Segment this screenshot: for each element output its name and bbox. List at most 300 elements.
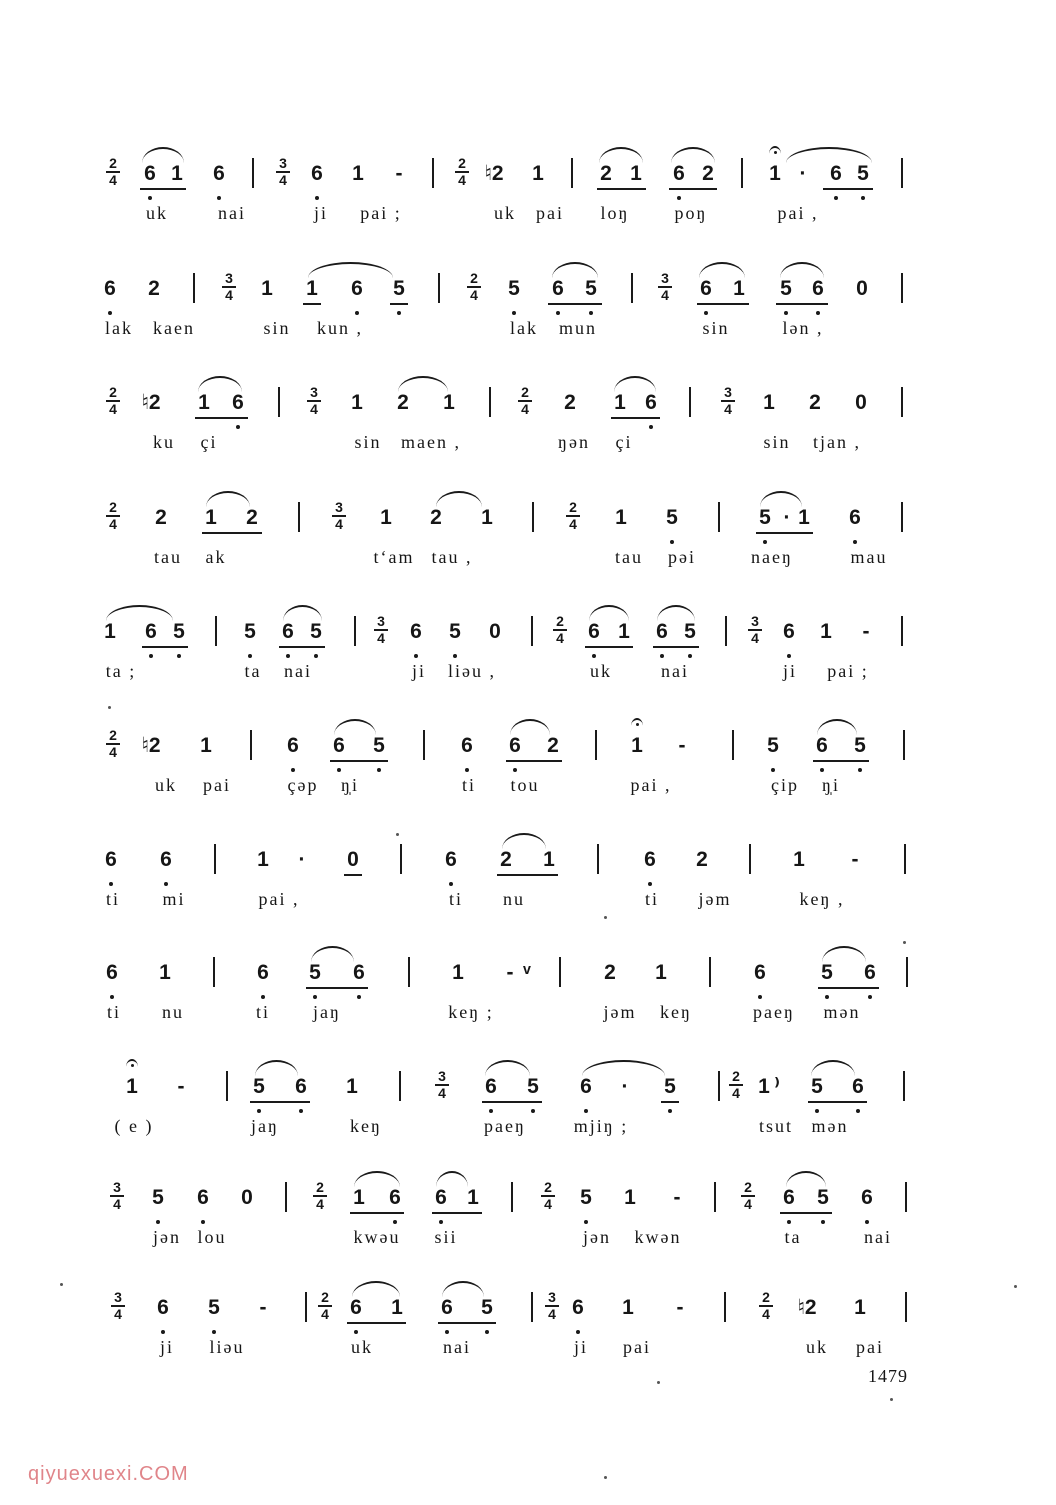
lyric-syllable: paeŋ	[484, 1116, 526, 1136]
note: 2	[604, 961, 616, 984]
note: 1	[126, 1075, 138, 1098]
note: 5	[244, 620, 256, 643]
lyric-syllable: nai	[443, 1337, 471, 1357]
notation-line	[0, 846, 1056, 876]
barline	[532, 502, 534, 532]
octave-dot-below	[161, 1330, 165, 1334]
lyric-syllable: jəm	[603, 1002, 637, 1022]
note: 6	[445, 848, 457, 871]
eighth-underline	[823, 188, 873, 190]
octave-dot-below	[816, 311, 820, 315]
note: 6	[157, 1296, 169, 1319]
octave-dot-below	[825, 995, 829, 999]
lyric-line	[0, 546, 1056, 576]
lyric-syllable: mən	[823, 1002, 861, 1022]
time-signature-denominator: 4	[321, 1306, 329, 1322]
time-signature-numerator: 2	[729, 1069, 743, 1086]
eighth-underline	[432, 1212, 482, 1214]
octave-dot-below	[763, 540, 767, 544]
time-signature-denominator: 4	[109, 744, 117, 760]
time-signature-denominator: 4	[438, 1085, 446, 1101]
time-signature-numerator: 3	[111, 1290, 125, 1307]
note: -	[395, 162, 403, 185]
note: 6	[410, 620, 422, 643]
time-signature-numerator: 3	[748, 614, 762, 631]
octave-dot-below	[397, 311, 401, 315]
note: 5	[580, 1186, 592, 1209]
lyric-syllable: ji	[313, 203, 329, 223]
lyric-syllable: çi	[615, 432, 633, 452]
note: 5	[152, 1186, 164, 1209]
note: ♮2	[797, 1296, 817, 1319]
note: 1	[352, 162, 364, 185]
eighth-underline	[330, 760, 388, 762]
note: 1	[200, 734, 212, 757]
lyric-syllable: kun ,	[317, 318, 363, 338]
octave-dot-below	[465, 768, 469, 772]
eighth-underline	[195, 417, 248, 419]
barline	[718, 502, 720, 532]
lyric-syllable: çəp	[287, 775, 319, 795]
time-signature-numerator: 2	[313, 1180, 327, 1197]
note: -	[676, 1296, 684, 1319]
lyric-syllable: poŋ	[674, 203, 708, 223]
lyric-syllable: uk	[146, 203, 168, 223]
time-signature	[435, 1069, 449, 1101]
note: 6	[812, 277, 824, 300]
time-signature	[332, 500, 346, 532]
barline	[714, 1182, 716, 1212]
time-signature-denominator: 4	[225, 287, 233, 303]
note: 5	[767, 734, 779, 757]
barline	[904, 844, 906, 874]
note: 1	[615, 506, 627, 529]
score-system	[0, 846, 1056, 956]
time-signature	[541, 1180, 555, 1212]
time-signature-numerator: 3	[222, 271, 236, 288]
barline	[571, 158, 573, 188]
time-signature-numerator: 3	[545, 1290, 559, 1307]
octave-dot-below	[314, 654, 318, 658]
note: 5	[854, 734, 866, 757]
note: 2	[155, 506, 167, 529]
time-signature-denominator: 4	[114, 1306, 122, 1322]
octave-dot-below	[393, 1220, 397, 1224]
notation-line	[0, 1179, 1056, 1214]
barline	[906, 957, 908, 987]
lyric-syllable: jən	[583, 1227, 611, 1247]
octave-dot-below	[110, 995, 114, 999]
octave-dot-below	[649, 425, 653, 429]
time-signature-numerator: 2	[106, 500, 120, 517]
note: 1	[104, 620, 116, 643]
note: 2	[696, 848, 708, 871]
note: 6	[754, 961, 766, 984]
lyric-syllable: keŋ ,	[799, 889, 845, 909]
scan-speck	[890, 1398, 893, 1401]
score-system	[0, 270, 1056, 385]
octave-dot-below	[313, 995, 317, 999]
note: 6	[852, 1075, 864, 1098]
octave-dot-below	[357, 995, 361, 999]
note: 1	[198, 391, 210, 414]
note: ·	[621, 1075, 629, 1098]
note: 6	[144, 162, 156, 185]
note: -	[851, 848, 859, 871]
note: 2	[500, 848, 512, 871]
lyric-syllable: ( e )	[114, 1116, 154, 1136]
barline	[438, 273, 440, 303]
octave-dot-below	[861, 196, 865, 200]
time-signature	[222, 271, 236, 303]
octave-dot-below	[815, 1109, 819, 1113]
time-signature-denominator: 4	[521, 401, 529, 417]
note: 5	[310, 620, 322, 643]
barline	[215, 616, 217, 646]
note: 6	[106, 961, 118, 984]
eighth-underline	[344, 874, 362, 876]
barline	[278, 387, 280, 417]
lyric-syllable: nai	[864, 1227, 892, 1247]
eighth-underline	[202, 532, 262, 534]
eighth-underline	[669, 188, 717, 190]
lyric-syllable: pai	[623, 1337, 651, 1357]
lyric-syllable: pai ,	[258, 889, 300, 909]
note: ·	[799, 162, 807, 185]
lyric-syllable: ji	[411, 661, 427, 681]
eighth-underline	[306, 987, 368, 989]
time-signature	[553, 614, 567, 646]
note: 6	[461, 734, 473, 757]
time-signature-denominator: 4	[556, 630, 564, 646]
octave-dot-below	[821, 1220, 825, 1224]
eighth-underline	[497, 874, 558, 876]
barline	[901, 273, 903, 303]
barline	[531, 616, 533, 646]
note: 6	[311, 162, 323, 185]
note: 2	[397, 391, 409, 414]
lyric-syllable: t‘am	[373, 547, 415, 567]
octave-dot-below	[453, 654, 457, 658]
eighth-underline	[482, 1101, 542, 1103]
barline	[214, 844, 216, 874]
note: ·	[298, 848, 306, 871]
note: 2	[148, 277, 160, 300]
note: 6	[485, 1075, 497, 1098]
lyric-syllable: ta	[244, 661, 262, 681]
octave-dot-below	[858, 768, 862, 772]
octave-dot-below	[576, 1330, 580, 1334]
lyric-syllable: tjan ,	[813, 432, 861, 452]
lyric-syllable: sin	[702, 318, 730, 338]
eighth-underline	[279, 646, 325, 648]
scan-speck	[604, 1476, 607, 1479]
time-signature-numerator: 3	[658, 271, 672, 288]
lyric-line	[0, 1336, 1056, 1366]
notation-line	[0, 727, 1056, 762]
eighth-underline	[813, 760, 869, 762]
note: 6	[509, 734, 521, 757]
note: 0	[855, 391, 867, 414]
score-system	[0, 613, 1056, 728]
note: 1	[820, 620, 832, 643]
time-signature	[566, 500, 580, 532]
lyric-syllable: lak	[105, 318, 133, 338]
lyric-syllable: ta ;	[105, 661, 137, 681]
time-signature	[455, 156, 469, 188]
note: 6	[351, 277, 363, 300]
time-signature	[374, 614, 388, 646]
note: 6	[783, 1186, 795, 1209]
note: 2	[600, 162, 612, 185]
time-signature	[106, 500, 120, 532]
time-signature	[658, 271, 672, 303]
time-signature-numerator: 2	[759, 1290, 773, 1307]
eighth-underline	[808, 1101, 867, 1103]
lyric-syllable: mjiŋ ;	[573, 1116, 629, 1136]
barline	[399, 1071, 401, 1101]
note: ♮2	[141, 734, 161, 757]
eighth-underline	[250, 1101, 310, 1103]
time-signature	[545, 1290, 559, 1322]
lyric-syllable: mun	[558, 318, 598, 338]
octave-dot-below	[853, 540, 857, 544]
barline	[226, 1071, 228, 1101]
time-signature-denominator: 4	[458, 172, 466, 188]
lyric-syllable: pai ;	[360, 203, 402, 223]
notation-line	[0, 1068, 1056, 1103]
note: 5	[664, 1075, 676, 1098]
note: 1	[481, 506, 493, 529]
barline	[709, 957, 711, 987]
barline	[432, 158, 434, 188]
note: 6	[160, 848, 172, 871]
lyric-line	[0, 774, 1056, 804]
note: 6	[145, 620, 157, 643]
eighth-underline	[697, 303, 749, 305]
time-signature-numerator: 2	[455, 156, 469, 173]
lyric-syllable: liəu	[209, 1337, 245, 1357]
note: 6	[588, 620, 600, 643]
lyric-syllable: ji	[782, 661, 798, 681]
note: 5	[759, 506, 771, 529]
time-signature-numerator: 3	[276, 156, 290, 173]
barline	[901, 387, 903, 417]
time-signature-denominator: 4	[732, 1085, 740, 1101]
eighth-underline	[142, 646, 188, 648]
note: 1	[306, 277, 318, 300]
lyric-syllable: ak	[205, 547, 227, 567]
barline	[559, 957, 561, 987]
time-signature-denominator: 4	[751, 630, 759, 646]
time-signature-numerator: 2	[741, 1180, 755, 1197]
notation-line	[0, 499, 1056, 534]
note: 1	[624, 1186, 636, 1209]
lyric-syllable: ti	[644, 889, 660, 909]
time-signature	[748, 614, 762, 646]
note: 6	[257, 961, 269, 984]
fermata-dot	[636, 723, 639, 726]
octave-dot-below	[856, 1109, 860, 1113]
note: 1	[532, 162, 544, 185]
lyric-syllable: ŋ̩i	[341, 775, 359, 795]
scan-speck	[604, 916, 607, 919]
lyric-syllable: uk	[351, 1337, 373, 1357]
lyric-syllable: pai ,	[777, 203, 819, 223]
lyric-syllable: jaŋ	[251, 1116, 279, 1136]
notation-line	[0, 270, 1056, 305]
octave-dot-below	[377, 768, 381, 772]
note: 0	[489, 620, 501, 643]
note: 6	[287, 734, 299, 757]
note: 1	[543, 848, 555, 871]
time-signature-numerator: 2	[541, 1180, 555, 1197]
octave-dot-below	[236, 425, 240, 429]
time-signature-numerator: 3	[110, 1180, 124, 1197]
barline	[511, 1182, 513, 1212]
octave-dot-below	[286, 654, 290, 658]
note: -	[259, 1296, 267, 1319]
notation-line	[0, 1289, 1056, 1324]
note: 6	[816, 734, 828, 757]
time-signature-denominator: 4	[279, 172, 287, 188]
note: 1	[353, 1186, 365, 1209]
note: 1	[443, 391, 455, 414]
note: 5	[666, 506, 678, 529]
lyric-syllable: kwən	[634, 1227, 682, 1247]
note: 6	[441, 1296, 453, 1319]
note: 6	[864, 961, 876, 984]
lyric-syllable: pəi	[668, 547, 696, 567]
note: -	[673, 1186, 681, 1209]
octave-dot-below	[531, 1109, 535, 1113]
note: 1	[261, 277, 273, 300]
lyric-syllable: çi	[200, 432, 218, 452]
barline	[305, 1292, 307, 1322]
lyric-syllable: mən	[811, 1116, 849, 1136]
octave-dot-below	[868, 995, 872, 999]
octave-dot-below	[445, 1330, 449, 1334]
octave-dot-below	[177, 654, 181, 658]
note: 1	[631, 734, 643, 757]
lyric-line	[0, 1226, 1056, 1256]
lyric-syllable: keŋ	[350, 1116, 382, 1136]
note: 6	[783, 620, 795, 643]
barline	[285, 1182, 287, 1212]
barline	[905, 1182, 907, 1212]
octave-dot-below	[584, 1109, 588, 1113]
lyric-syllable: nai	[218, 203, 246, 223]
barline	[903, 730, 905, 760]
barline	[354, 616, 356, 646]
time-signature-numerator: 3	[435, 1069, 449, 1086]
note: 6	[861, 1186, 873, 1209]
octave-dot-below	[668, 1109, 672, 1113]
time-signature	[518, 385, 532, 417]
octave-dot-below	[556, 311, 560, 315]
time-signature-denominator: 4	[377, 630, 385, 646]
octave-dot-below	[109, 882, 113, 886]
note: 0	[856, 277, 868, 300]
eighth-underline	[303, 303, 321, 305]
eighth-underline	[548, 303, 602, 305]
time-signature	[110, 1180, 124, 1212]
scan-speck	[108, 706, 111, 709]
fermata-dot	[131, 1064, 134, 1067]
barline	[903, 1071, 905, 1101]
note: 6	[849, 506, 861, 529]
note: 5	[857, 162, 869, 185]
time-signature	[741, 1180, 755, 1212]
lyric-syllable: nai	[661, 661, 689, 681]
time-signature	[467, 271, 481, 303]
octave-dot-below	[261, 995, 265, 999]
note: 6	[700, 277, 712, 300]
time-signature-denominator: 4	[316, 1196, 324, 1212]
lyric-syllable: pai	[203, 775, 231, 795]
note: 1	[630, 162, 642, 185]
note: 1	[171, 162, 183, 185]
note: 1	[380, 506, 392, 529]
lyric-syllable: ti	[106, 1002, 122, 1022]
note: ᵛ	[523, 961, 531, 984]
note: 6	[580, 1075, 592, 1098]
lyric-syllable: lən ,	[782, 318, 824, 338]
score-system	[0, 1289, 1056, 1404]
time-signature-numerator: 2	[106, 156, 120, 173]
note: 6	[350, 1296, 362, 1319]
barline	[423, 730, 425, 760]
note: 6	[282, 620, 294, 643]
lyric-syllable: ti	[105, 889, 121, 909]
lyric-syllable: keŋ	[660, 1002, 692, 1022]
lyric-syllable: nu	[162, 1002, 184, 1022]
scan-speck	[60, 1283, 63, 1286]
notation-line	[0, 959, 1056, 989]
octave-dot-below	[589, 311, 593, 315]
note: 6	[333, 734, 345, 757]
lyric-syllable: tau	[615, 547, 643, 567]
note: 1	[391, 1296, 403, 1319]
octave-dot-below	[670, 540, 674, 544]
barline	[400, 844, 402, 874]
note: -	[506, 961, 514, 984]
barline	[905, 1292, 907, 1322]
barline	[631, 273, 633, 303]
note: 5	[449, 620, 461, 643]
time-signature-numerator: 2	[566, 500, 580, 517]
note: 1	[769, 162, 781, 185]
octave-dot-below	[164, 882, 168, 886]
lyric-syllable: sii	[434, 1227, 458, 1247]
time-signature	[276, 156, 290, 188]
eighth-underline	[140, 188, 186, 190]
lyric-syllable: uk	[155, 775, 177, 795]
lyric-syllable: ku	[153, 432, 175, 452]
octave-dot-below	[787, 1220, 791, 1224]
time-signature-denominator: 4	[548, 1306, 556, 1322]
time-signature	[307, 385, 321, 417]
octave-dot-below	[704, 311, 708, 315]
note: 5	[481, 1296, 493, 1319]
note: 6	[105, 848, 117, 871]
score-system	[0, 727, 1056, 842]
note: 2	[246, 506, 258, 529]
note: 6	[213, 162, 225, 185]
barline	[725, 616, 727, 646]
octave-dot-below	[449, 882, 453, 886]
barline	[741, 158, 743, 188]
